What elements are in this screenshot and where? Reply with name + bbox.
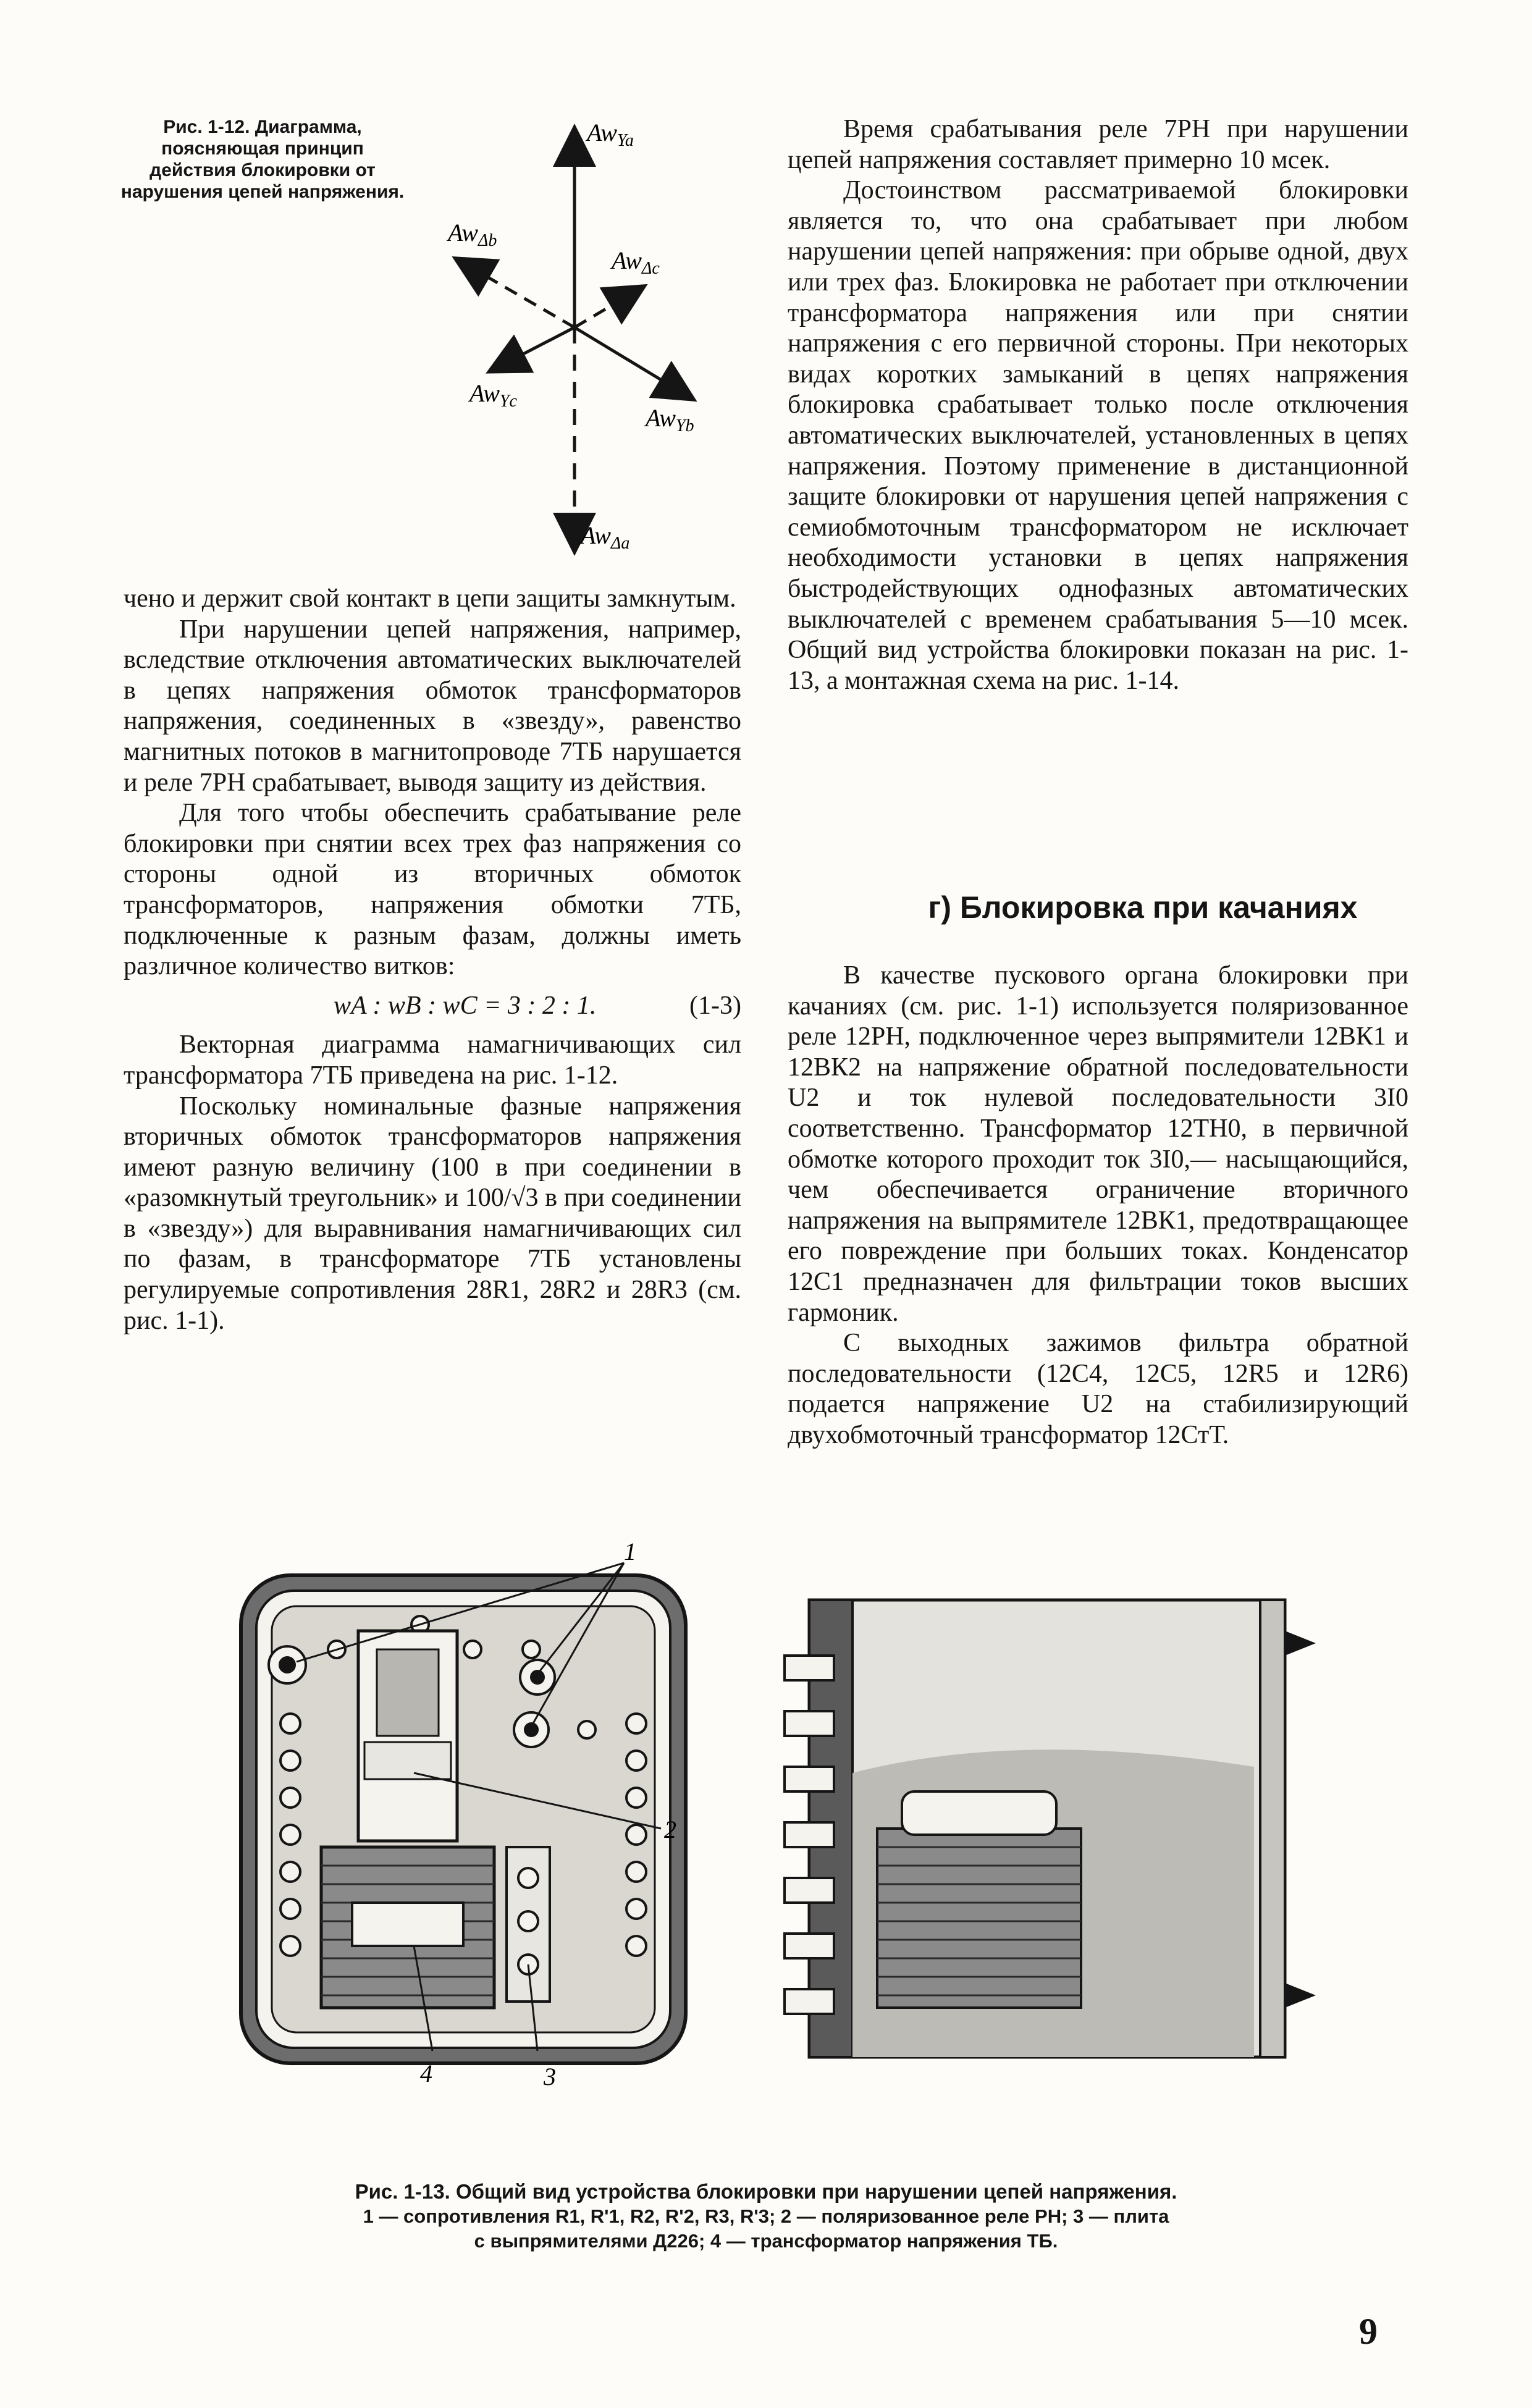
figure-1-13-caption [124,2179,1408,2254]
figure-1-12-caption: Рис. 1-12. Диаграмма, поясняющая принцип действия блокировки от нарушения цепей напряжения. [120,117,405,202]
left-column [124,584,741,1336]
page-number: 9 [1359,2311,1378,2352]
left-paragraph-4: Векторная диаграмма намагничивающих сил трансформатора 7ТБ приведена на рис. 1-12. [124,1030,741,1090]
right-paragraph-2: Достоинством рассматриваемой блокировки является то, что она срабатывает при любом нарушении цепей напряжения: при обрыве одной, двух или трех фаз. Блокировка не работает при отключении трансформатора напряжения или при снятии напряжения с его первичной стороны. При некоторых видах коротких замыканий в цепях напряжения блокировка срабатывает только после отключения автоматических выключателей, установленных в цепях напряжения. Поэтому применение в дистанционной защите блокировки от нарушения цепей напряжения с семиобмоточным трансформатором не исключает необходимости установки в цепях напряжения быстродействующих однофазных автоматических выключателей с временем срабатывания 5—10 мсек. Общий вид устройства блокировки показан на рис. 1-13, а монтажная схема на рис. 1-14. [788,176,1408,695]
label-aw-ya: $Aw_{Ya}$ [587,119,634,150]
formula-number: (1-3) [689,991,741,1020]
formula-text: wA : wB : wC = 3 : 2 : 1. [334,991,597,1020]
callout-2: 2 [664,1816,676,1843]
right-paragraph-3: В качестве пускового органа блокировки при качаниях (см. рис. 1-1) используется поляризованное реле 12РН, подключенное через выпрямители 12ВК1 и 12ВК2 на напряжение обратной последовательности U2 и ток нулевой последовательности 3I0 соответственно. Трансформатор 12ТН0, в первичной обмотке которого проходит ток 3I0,— насыщающийся, чем обеспечивается ограничение вторичного напряжения на выпрямителе 12ВК1, предотвращающее его повреждение при больших токах. Конденсатор 12С1 предназначен для фильтрации токов высших гармоник. [788,961,1408,1327]
right-paragraph-4: С выходных зажимов фильтра обратной последовательности (12С4, 12С5, 12R5 и 12R6) подается напряжение U2 на стабилизирующий двухобмоточный трансформатор 12СтТ. [788,1329,1408,1449]
device-front-view [229,1538,710,2100]
right-column-top [788,114,1408,696]
section-heading: г) Блокировка при качаниях [928,890,1358,925]
formula-1-3 [124,982,741,1030]
callout-1: 1 [624,1538,636,1565]
right-paragraph-1: Время срабатывания реле 7РН при нарушении цепей напряжения составляет примерно 10 мсек. [788,115,1408,174]
label-aw-db: $Aw_{\Delta b}$ [448,219,497,250]
vector-aw-dc [574,287,642,327]
vector-diagram [432,111,778,568]
device-side-view [772,1588,1347,2069]
right-column-bottom [788,961,1408,1451]
left-paragraph-3: Для того чтобы обеспечить срабатывание реле блокировки при снятии всех трех фаз напряжения со стороны одной из вторичных обмоток трансформаторов, напряжения обмотки 7ТБ, подключенные к разным фазам, должны иметь различное количество витков: [124,799,741,981]
vector-aw-db [457,259,574,327]
caption-line-1: Рис. 1-13. Общий вид устройства блокировки при нарушении цепей напряжения. [355,2180,1177,2203]
vector-aw-yc [491,327,574,371]
label-aw-yb: $Aw_{Yb}$ [646,404,694,436]
caption-line-2: 1 — сопротивления R1, R'1, R2, R'2, R3, R'3; 2 — поляризованное реле РН; 3 — плита [363,2205,1169,2227]
callout-4: 4 [420,2060,432,2087]
vector-aw-yb [574,327,692,398]
left-paragraph-2: При нарушении цепей напряжения, например, вследствие отключения автоматических выключателей в цепях напряжения обмоток трансформаторов напряжения, соединенных в «звезду», равенство магнитных потоков в магнитопроводе 7ТБ нарушается и реле 7РН срабатывает, выводя защиту из действия. [124,615,741,797]
left-paragraph-1: чено и держит свой контакт в цепи защиты замкнутым. [124,584,736,613]
caption-line-3: с выпрямителями Д226; 4 — трансформатор напряжения ТБ. [474,2230,1058,2252]
label-aw-da: $Aw_{\Delta a}$ [581,521,630,553]
callout-3: 3 [544,2063,556,2090]
label-aw-dc: $Aw_{\Delta c}$ [612,246,660,278]
left-paragraph-5: Поскольку номинальные фазные напряжения вторичных обмоток трансформаторов напряжения имеют разную величину (100 в при соединении в «разомкнутый треугольник» и 100/√3 в при соединении в «звезду») для выравнивания намагничивающих сил по фазам, в трансформаторе 7ТБ установлены регулируемые сопротивления 28R1, 28R2 и 28R3 (см. рис. 1-1). [124,1092,741,1335]
label-aw-yc: $Aw_{Yc}$ [469,379,517,411]
